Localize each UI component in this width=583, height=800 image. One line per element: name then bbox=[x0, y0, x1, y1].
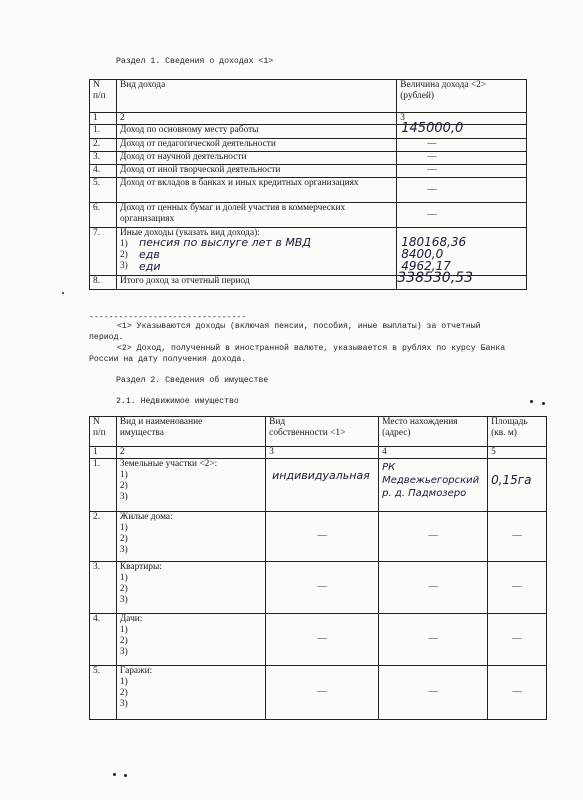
row-label-other bbox=[116, 228, 396, 276]
item-number: 2) bbox=[119, 481, 128, 491]
row-label: Доход от педагогической деятельности bbox=[116, 139, 396, 152]
section2-title: Раздел 2. Сведения об имуществе bbox=[116, 376, 269, 385]
handwritten-dash: — bbox=[512, 634, 522, 644]
item-number: 3) bbox=[119, 492, 128, 502]
row-value bbox=[397, 139, 527, 152]
row-num: 2. bbox=[90, 512, 117, 562]
scan-speck bbox=[62, 292, 64, 294]
scan-speck bbox=[530, 400, 533, 403]
handwritten-dash: — bbox=[428, 687, 438, 697]
other-income-label: Иные доходы (указать вид дохода): bbox=[119, 228, 260, 238]
row-num: 3. bbox=[90, 152, 117, 165]
section2-subtitle: 2.1. Недвижимое имущество bbox=[116, 397, 239, 406]
handwritten-total: 338530,53 bbox=[397, 270, 473, 286]
handwritten-dash: — bbox=[512, 531, 522, 541]
colnum: 1 bbox=[90, 113, 117, 125]
row-value bbox=[397, 178, 527, 203]
footnotes bbox=[89, 321, 519, 365]
header-num: N п/п bbox=[90, 80, 117, 113]
row-label bbox=[116, 512, 265, 562]
handwritten-dash: — bbox=[512, 582, 522, 592]
row-num: 3. bbox=[90, 562, 117, 614]
handwritten-value: 4962,17 bbox=[401, 259, 451, 273]
row-label bbox=[116, 666, 265, 720]
handwritten-dash: — bbox=[428, 582, 438, 592]
header-num: N п/п bbox=[90, 417, 117, 447]
row-num: 5. bbox=[90, 178, 117, 203]
handwritten-value: 145000,0 bbox=[401, 121, 464, 136]
handwritten-value: 180168,36 bbox=[401, 235, 467, 249]
handwritten-ownership: индивидуальная bbox=[272, 469, 370, 482]
row-value bbox=[397, 121, 527, 139]
item-number: 2) bbox=[119, 534, 128, 544]
item-number: 3) bbox=[119, 261, 128, 271]
row-label bbox=[116, 459, 265, 512]
header-ownership: Вид собственности <1> bbox=[266, 417, 379, 447]
footnote-1: <1> Указываются доходы (включая пенсии, пособия, иные выплаты) за отчетный период. bbox=[89, 322, 481, 342]
handwritten-item: едв bbox=[138, 248, 160, 261]
area-cell bbox=[488, 459, 547, 512]
location-cell bbox=[379, 459, 488, 512]
colnum: 2 bbox=[116, 113, 396, 125]
item-number: 3) bbox=[119, 595, 128, 605]
footnote-2: <2> Доход, полученный в иностранной валюте, указывается в рублях по курсу Банка России на дату получения дохода. bbox=[89, 344, 506, 364]
row-num: 8. bbox=[90, 276, 117, 290]
item-number: 3) bbox=[119, 647, 128, 657]
property-type: Гаражи: bbox=[119, 666, 153, 676]
handwritten-dash: — bbox=[428, 634, 438, 644]
row-num: 6. bbox=[90, 203, 117, 228]
location-cell bbox=[379, 666, 488, 720]
row-num: 1. bbox=[90, 459, 117, 512]
property-table bbox=[89, 416, 547, 720]
handwritten-dash: — bbox=[512, 687, 522, 697]
scan-speck bbox=[113, 773, 116, 776]
area-cell bbox=[488, 512, 547, 562]
colnum: 3 bbox=[397, 113, 527, 125]
location-cell bbox=[379, 512, 488, 562]
area-cell bbox=[488, 666, 547, 720]
handwritten-dash: — bbox=[427, 139, 437, 149]
row-label bbox=[116, 614, 265, 666]
row-num: 2. bbox=[90, 139, 117, 152]
row-label: Доход по основному месту работы bbox=[116, 125, 396, 139]
scan-speck bbox=[124, 774, 127, 777]
ownership-cell bbox=[266, 666, 379, 720]
handwritten-dash: — bbox=[427, 184, 437, 195]
header-name: Вид и наименование имущества bbox=[116, 417, 265, 447]
header-location: Место нахождения (адрес) bbox=[379, 417, 488, 447]
row-num: 5. bbox=[90, 666, 117, 720]
area-cell bbox=[488, 562, 547, 614]
ownership-cell bbox=[266, 614, 379, 666]
item-number: 1) bbox=[119, 573, 128, 583]
item-number: 2) bbox=[119, 584, 128, 594]
handwritten-dash: — bbox=[317, 687, 327, 697]
row-num: 4. bbox=[90, 165, 117, 178]
handwritten-dash: — bbox=[427, 209, 437, 220]
colnum: 4 bbox=[379, 447, 488, 459]
colnum: 2 bbox=[116, 447, 265, 459]
area-cell bbox=[488, 614, 547, 666]
property-type: Жилые дома: bbox=[119, 512, 173, 522]
row-value bbox=[397, 165, 527, 178]
ownership-cell bbox=[266, 459, 379, 512]
section1-title: Раздел 1. Сведения о доходах <1> bbox=[116, 57, 274, 66]
property-type: Дачи: bbox=[119, 614, 143, 624]
ownership-cell bbox=[266, 512, 379, 562]
row-label: Доход от научной деятельности bbox=[116, 152, 396, 165]
row-label bbox=[116, 562, 265, 614]
property-type: Земельные участки <2>: bbox=[119, 459, 218, 469]
item-number: 1) bbox=[119, 523, 128, 533]
colnum: 3 bbox=[266, 447, 379, 459]
item-number: 1) bbox=[119, 677, 128, 687]
row-num: 4. bbox=[90, 614, 117, 666]
item-number: 2) bbox=[119, 636, 128, 646]
item-number: 1) bbox=[119, 239, 128, 249]
colnum: 5 bbox=[488, 447, 547, 459]
income-table bbox=[89, 79, 527, 290]
item-number: 1) bbox=[119, 625, 128, 635]
handwritten-dash: — bbox=[427, 165, 437, 175]
handwritten-value: 8400,0 bbox=[401, 247, 444, 261]
location-cell bbox=[379, 562, 488, 614]
item-number: 2) bbox=[119, 688, 128, 698]
property-type: Квартиры: bbox=[119, 562, 162, 572]
header-amount: Величина дохода <2> (рублей) bbox=[397, 80, 527, 113]
ownership-cell bbox=[266, 562, 379, 614]
handwritten-item: пенсия по выслуге лет в МВД bbox=[138, 236, 311, 249]
footnote-rule: -------------------------------- bbox=[89, 313, 247, 322]
row-label: Доход от иной творческой деятельности bbox=[116, 165, 396, 178]
scan-speck bbox=[542, 402, 545, 405]
item-number: 2) bbox=[119, 250, 128, 260]
row-label: Доход от вкладов в банках и иных кредитных организациях bbox=[116, 178, 396, 203]
row-num: 1. bbox=[90, 125, 117, 139]
row-value bbox=[397, 152, 527, 165]
row-num: 7. bbox=[90, 228, 117, 276]
header-area: Площадь (кв. м) bbox=[488, 417, 547, 447]
row-value bbox=[397, 270, 527, 290]
handwritten-dash: — bbox=[428, 531, 438, 541]
handwritten-item: еди bbox=[138, 260, 161, 273]
item-number: 1) bbox=[119, 470, 128, 480]
header-type: Вид дохода bbox=[116, 80, 396, 113]
handwritten-dash: — bbox=[317, 531, 327, 541]
location-cell bbox=[379, 614, 488, 666]
item-number: 3) bbox=[119, 545, 128, 555]
row-label: Доход от ценных бумаг и долей участия в коммерческих организациях bbox=[116, 203, 396, 228]
handwritten-dash: — bbox=[317, 582, 327, 592]
item-number: 3) bbox=[119, 699, 128, 709]
row-value bbox=[397, 203, 527, 228]
row-values-other bbox=[397, 228, 527, 276]
handwritten-dash: — bbox=[317, 634, 327, 644]
handwritten-area: 0,15га bbox=[491, 473, 532, 487]
colnum: 1 bbox=[90, 447, 117, 459]
row-label: Итого доход за отчетный период bbox=[116, 276, 396, 290]
handwritten-location: РК Медвежьегорский р. д. Падмозеро bbox=[382, 462, 480, 499]
handwritten-dash: — bbox=[427, 152, 437, 162]
